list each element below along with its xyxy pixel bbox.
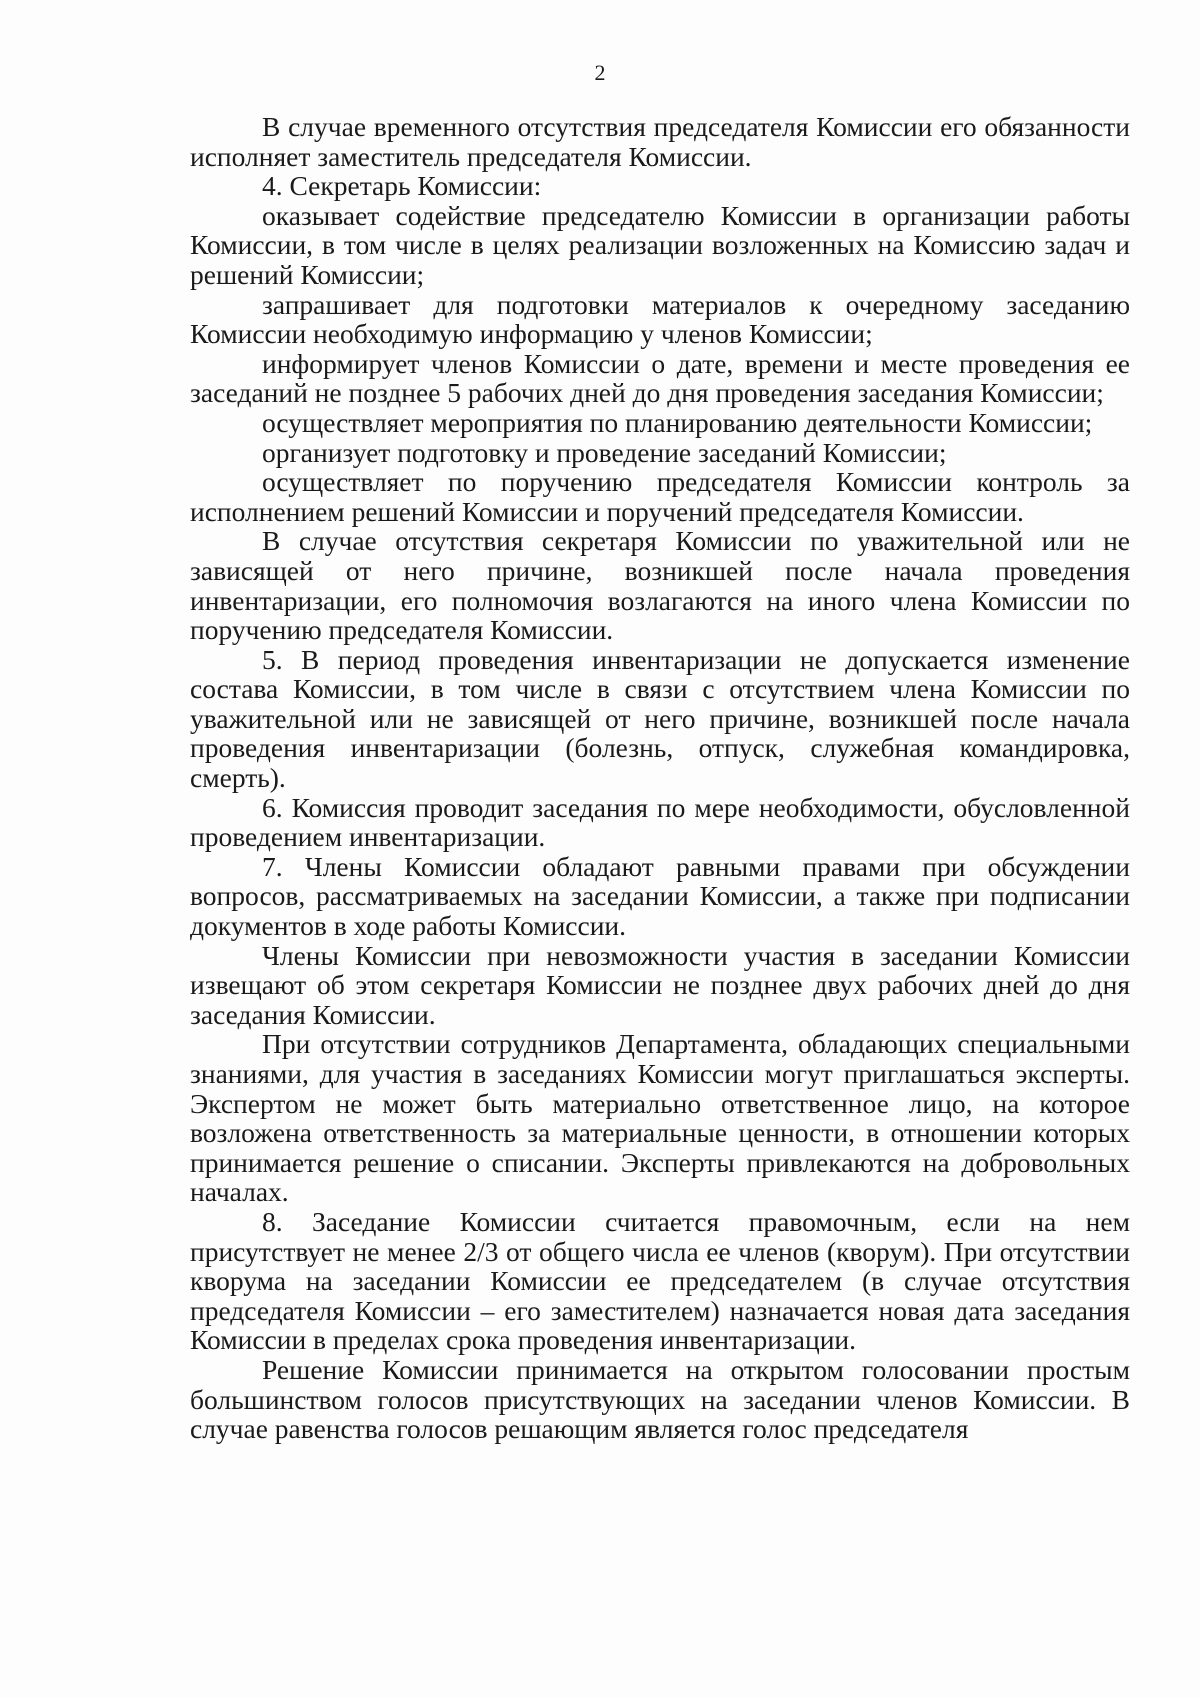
paragraph: осуществляет мероприятия по планированию деятельности Комиссии; xyxy=(262,406,1093,438)
paragraph: Решение Комиссии принимается на открытом голосовании простым большинством голосов присутствующих на заседании членов Комиссии. В случае равенства голосов решающим является голос председателя xyxy=(190,1353,1130,1445)
paragraph: 4. Секретарь Комиссии: xyxy=(262,170,542,202)
paragraph: 6. Комиссия проводит заседания по мере необходимости, обусловленной проведением инвентаризации. xyxy=(190,791,1130,853)
paragraph: информирует членов Комиссии о дате, времени и месте проведения ее заседаний не позднее 5 рабочих дней до дня проведения заседания Комиссии; xyxy=(190,347,1130,409)
paragraph: организует подготовку и проведение заседаний Комиссии; xyxy=(262,436,947,468)
paragraph: запрашивает для подготовки материалов к очередному заседанию Комиссии необходимую информацию у членов Комиссии; xyxy=(190,288,1130,350)
page-number: 2 xyxy=(594,60,606,85)
paragraph: 8. Заседание Комиссии считается правомочным, если на нем присутствует не менее 2/3 от общего числа ее членов (кворум). При отсутствии кворума на заседании Комиссии ее председателем (в случае отсутствия председателя Комиссии – его заместителем) назначается новая дата заседания Комиссии в пределах срока проведения инвентаризации. xyxy=(190,1205,1130,1356)
document-body xyxy=(190,112,1130,1444)
paragraph: 7. Члены Комиссии обладают равными правами при обсуждении вопросов, рассматриваемых на заседании Комиссии, а также при подписании документов в ходе работы Комиссии. xyxy=(190,850,1130,942)
paragraph: При отсутствии сотрудников Департамента, обладающих специальными знаниями, для участия в заседаниях Комиссии могут приглашаться эксперты. Экспертом не может быть материально ответственное лицо, на которое возложена ответственность за материальные ценности, в отношении которых принимается решение о списании. Эксперты привлекаются на добровольных началах. xyxy=(190,1028,1130,1208)
paragraph: 5. В период проведения инвентаризации не допускается изменение состава Комиссии, в том числе в связи с отсутствием члена Комиссии по уважительной или не зависящей от него причине, возникшей после начала проведения инвентаризации (болезнь, отпуск, служебная командировка, смерть). xyxy=(190,643,1130,794)
paragraph: оказывает содействие председателю Комиссии в организации работы Комиссии, в том числе в целях реализации возложенных на Комиссию задач и решений Комиссии; xyxy=(190,199,1130,290)
paragraph: В случае отсутствия секретаря Комиссии по уважительной или не зависящей от него причине, возникшей после начала проведения инвентаризации, его полномочия возлагаются на иного члена Комиссии по поручению председателя Комиссии. xyxy=(190,525,1130,646)
paragraph: осуществляет по поручению председателя Комиссии контроль за исполнением решений Комиссии и поручений председателя Комиссии. xyxy=(190,466,1130,527)
paragraph: Члены Комиссии при невозможности участия в заседании Комиссии извещают об этом секретаря Комиссии не позднее двух рабочих дней до дня заседания Комиссии. xyxy=(190,939,1130,1030)
paragraph: В случае временного отсутствия председателя Комиссии его обязанности исполняет заместитель председателя Комиссии. xyxy=(190,111,1130,172)
